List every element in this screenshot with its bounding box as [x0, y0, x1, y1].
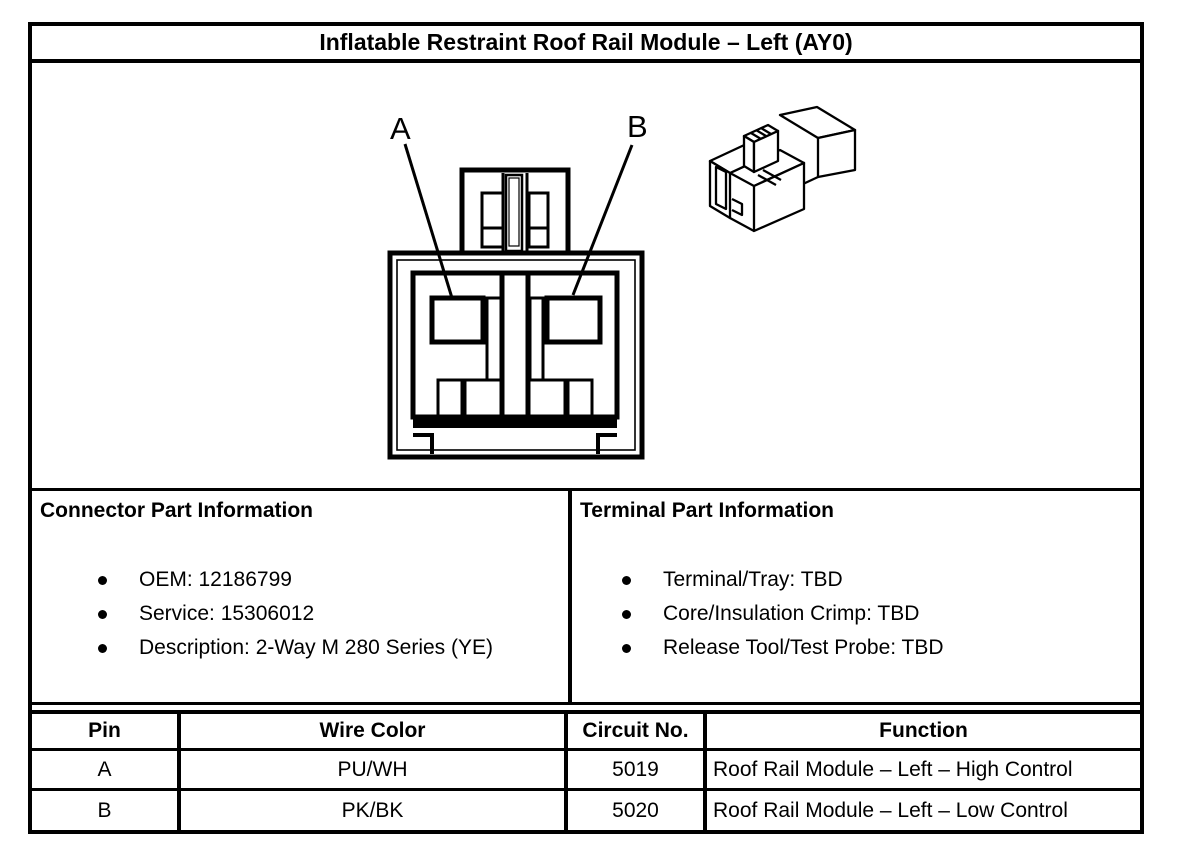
- cell-function: Roof Rail Module – Left – High Control: [713, 757, 1073, 781]
- table-header-row: [32, 714, 1140, 748]
- list-item-text: OEM: 12186799: [139, 568, 292, 591]
- list-item-text: Description: 2-Way M 280 Series (YE): [139, 636, 493, 659]
- pin-b-label: B: [627, 109, 648, 144]
- list-item: [38, 631, 562, 665]
- connector-isometric-view: [710, 107, 855, 231]
- list-item-text: Terminal/Tray: TBD: [663, 568, 843, 591]
- list-item: [578, 597, 1134, 631]
- cell-wire-color: PU/WH: [181, 751, 568, 788]
- cell-circuit-no: 5020: [568, 791, 707, 830]
- bullet-icon: [98, 576, 107, 585]
- connector-spec-sheet: [28, 22, 1144, 834]
- cell-pin: B: [32, 791, 181, 830]
- diagram-panel: [32, 63, 1140, 491]
- connector-part-information-section: [32, 491, 572, 702]
- list-item-text: Service: 15306012: [139, 602, 315, 625]
- title-bar: [32, 26, 1140, 63]
- bullet-icon: [98, 644, 107, 653]
- cell-function: Roof Rail Module – Left – Low Control: [713, 798, 1068, 822]
- connector-info-list: [38, 563, 562, 665]
- bullet-icon: [622, 610, 631, 619]
- terminal-info-heading: Terminal Part Information: [580, 499, 834, 522]
- table-row: [32, 748, 1140, 788]
- header-pin: Pin: [32, 714, 181, 748]
- table-row: [32, 788, 1140, 830]
- list-item: [38, 563, 562, 597]
- header-wire-color: Wire Color: [181, 714, 568, 748]
- header-function: Function: [879, 719, 968, 742]
- page-title: Inflatable Restraint Roof Rail Module – Left (AY0): [319, 29, 853, 55]
- cell-circuit-no: 5019: [568, 751, 707, 788]
- terminal-part-information-section: [572, 491, 1140, 702]
- part-information-row: [32, 491, 1140, 705]
- list-item-text: Release Tool/Test Probe: TBD: [663, 636, 944, 659]
- list-item: [38, 597, 562, 631]
- connector-info-heading: Connector Part Information: [40, 499, 314, 522]
- connector-front-view: [390, 144, 642, 457]
- bullet-icon: [622, 576, 631, 585]
- cell-wire-color: PK/BK: [181, 791, 568, 830]
- bullet-icon: [98, 610, 107, 619]
- terminal-info-list: [578, 563, 1134, 665]
- cell-pin: A: [32, 751, 181, 788]
- connector-diagram: [32, 63, 1140, 488]
- list-item-text: Core/Insulation Crimp: TBD: [663, 602, 920, 625]
- list-item: [578, 563, 1134, 597]
- list-item: [578, 631, 1134, 665]
- header-circuit-no: Circuit No.: [568, 714, 707, 748]
- bullet-icon: [622, 644, 631, 653]
- pin-a-label: A: [390, 111, 411, 146]
- pinout-table: [32, 710, 1140, 830]
